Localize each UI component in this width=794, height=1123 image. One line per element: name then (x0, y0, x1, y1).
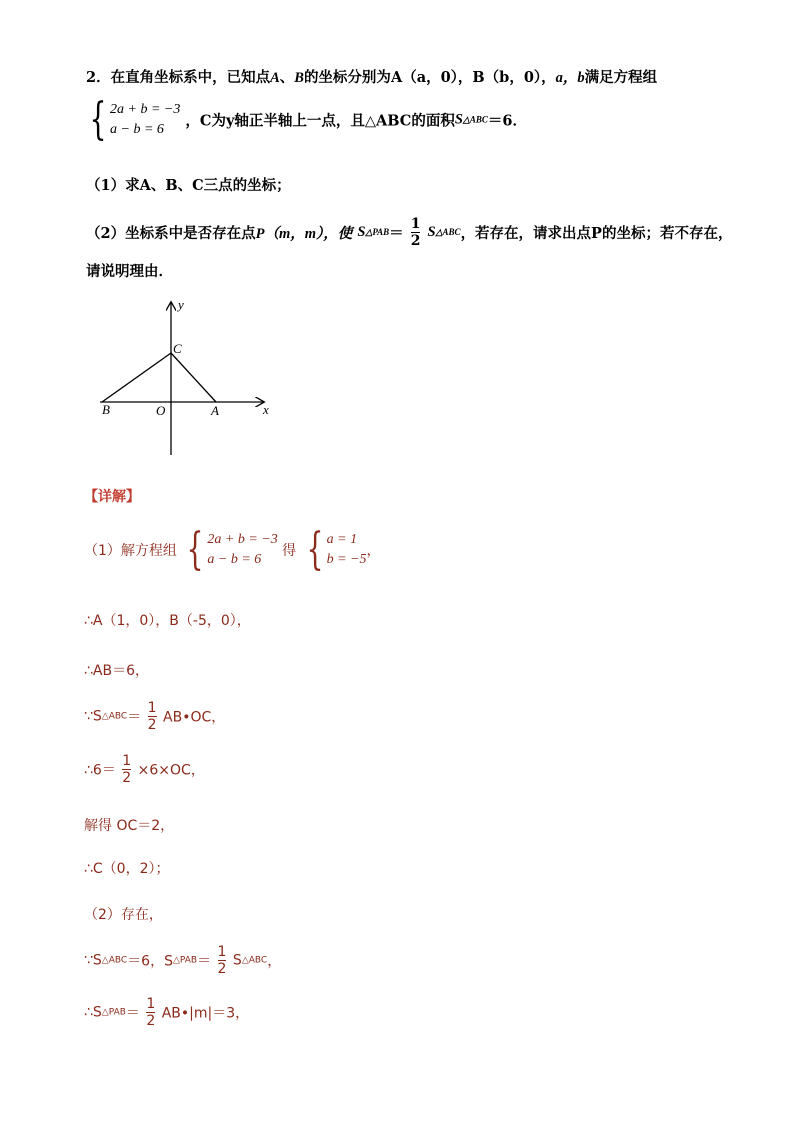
point-C-label: C (173, 341, 182, 356)
point-A-label: A (211, 403, 219, 418)
solution-equation-system: { 2a + b = −3 a − b = 6 (186, 524, 278, 575)
solution-step-2: ∴A（1，0），B（-5，0）， (84, 613, 251, 629)
solution-step-6: 解得 OC＝2， (84, 818, 175, 834)
solution-step-8: （2）存在， (84, 907, 163, 923)
origin-label: O (156, 403, 166, 418)
segment-CA (171, 353, 216, 402)
equation-system: { 2a + b = −3 a − b = 6 (89, 94, 181, 145)
y-axis-label: y (178, 297, 184, 312)
fraction-half: $\frac{1}{2}$ (410, 216, 421, 249)
solution-step-10: ∴S△PAB＝ $\frac{1}{2}$ AB•|m|＝3， (84, 996, 250, 1029)
solution-step-1: （1）解方程组 { 2a + b = −3 a − b = 6 得 { a = 1 b = −5 ， (84, 524, 381, 575)
solution-step-5: ∴6＝ $\frac{1}{2}$ ×6×OC， (84, 753, 205, 786)
question-1: （1）求A、B、C三点的坐标； (86, 177, 291, 194)
solution-step-9: ∵S△ABC＝6，S△PAB＝ $\frac{1}{2}$ S△ABC， (84, 944, 282, 977)
question-2-line-1: （2）坐标系中是否存在点P（m，m），使 S△PAB＝ $\frac{1}{2}$ S△ABC，若存在，请求出点P的坐标；若不存在， (86, 216, 733, 249)
solution-result-system: { a = 1 b = −5 (306, 524, 367, 575)
x-axis-label: x (263, 402, 269, 417)
solution-header: 【详解】 (84, 489, 140, 505)
segment-BC (102, 353, 171, 402)
question-2-line-2: 请说明理由． (86, 263, 173, 280)
solution-step-3: ∴AB＝6， (84, 663, 149, 679)
problem-line-1: 2．在直角坐标系中，已知点A、B的坐标分别为A（a，0），B（b，0），a，b满足方程组 (86, 69, 658, 86)
point-B-label: B (102, 402, 110, 417)
coordinate-figure (90, 295, 280, 460)
solution-step-4: ∵S△ABC＝ $\frac{1}{2}$ AB•OC， (84, 700, 226, 733)
problem-line-2: { 2a + b = −3 a − b = 6 ，C为y轴正半轴上一点，且△ABC的面积S△ABC＝6． (84, 98, 527, 142)
solution-step-7: ∴C（0，2）； (84, 861, 170, 877)
